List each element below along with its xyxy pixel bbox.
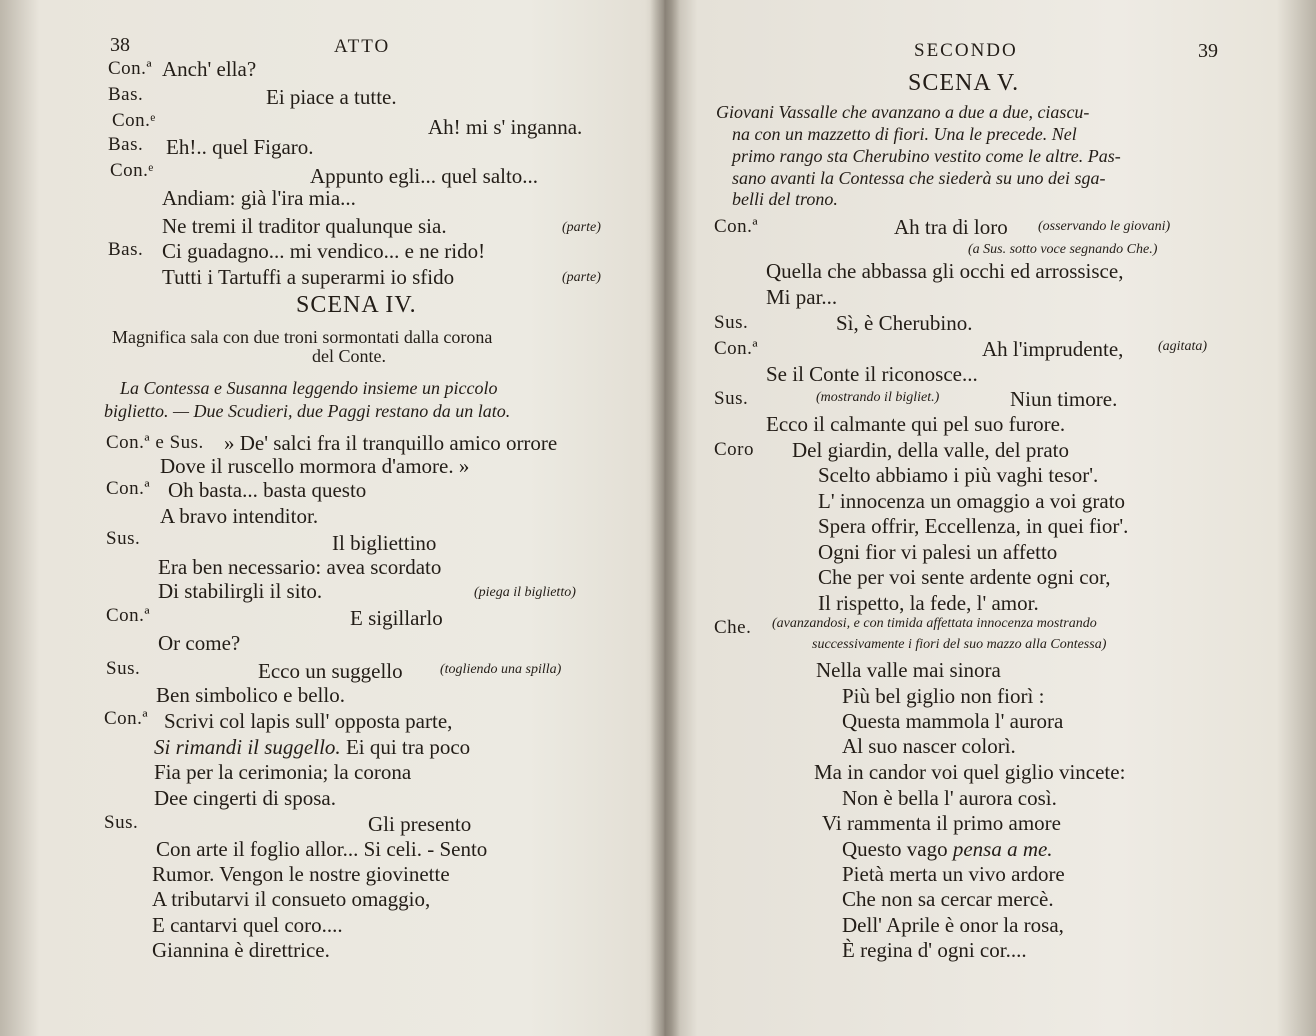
speaker: Sus. [106,528,141,549]
verse-line: Più bel giglio non fiorì : [842,684,1045,708]
verse-line: Or come? [158,631,241,655]
verse-text: Questo vago [842,837,953,861]
italic-phrase: pensa a me. [952,837,1053,861]
verse-line: Anch' ella? [162,57,257,81]
setting-line: Magnifica sala con due troni sormontati dalla corona [112,327,493,347]
verse-line: Che per voi sente ardente ogni cor, [818,565,1111,589]
verse-line: Ah l'imprudente, [982,337,1124,361]
page-number: 39 [1198,40,1218,62]
verse-line: Appunto egli... quel salto... [310,164,539,188]
verse-line: Era ben necessario: avea scordato [158,555,442,579]
verse-line [842,836,1053,862]
speaker: Coro [714,439,754,460]
stage-direction: Giovani Vassalle che avanzano a due a due, ciascu- [716,102,1090,122]
stage-direction: biglietto. — Due Scudieri, due Paggi restano da un lato. [104,401,511,421]
stage-direction: (agitata) [1158,339,1207,354]
stage-direction: (avanzandosi, e con timida affettata innocenza mostrando [772,616,1097,631]
verse-line: Pietà merta un vivo ardore [842,862,1065,886]
stage-direction: (mostrando il bigliet.) [816,390,940,405]
verse-line: L' innocenza un omaggio a voi grato [818,489,1126,513]
verse-line: Di stabilirgli il sito. [158,579,323,603]
verse-line: Se il Conte il riconosce... [766,362,978,386]
verse-line: Tutti i Tartuffi a superarmi io sfido [162,265,455,289]
verse-line: Dee cingerti di sposa. [154,786,336,810]
speaker: Con.ª [106,605,151,626]
speaker: Bas. [108,239,144,260]
stage-direction: La Contessa e Susanna leggendo insieme un piccolo [120,378,498,398]
verse-line: Oh basta... basta questo [168,478,367,502]
verse-line: Il rispetto, la fede, l' amor. [818,591,1039,615]
stage-direction: primo rango sta Cherubino vestito come le altre. Pas- [732,146,1121,166]
right-page [664,0,1316,1036]
verse-line: Al suo nascer colorì. [842,734,1016,758]
verse-line: Con arte il foglio allor... Si celi. - Sento [156,837,488,861]
setting-line: del Conte. [312,346,386,366]
verse-line: Ah! mi s' inganna. [428,115,583,139]
verse-line: A bravo intenditor. [160,504,319,528]
speaker: Che. [714,617,752,638]
speaker: Con.ª [104,708,149,729]
scene-title: SCENA V. [908,70,1020,96]
verse-line [154,734,470,760]
speaker: Con.ᵉ [112,110,156,131]
speaker: Con.ª [108,58,153,79]
verse-line: Ei piace a tutte. [266,85,397,109]
verse-line: Gli presento [368,812,472,836]
stage-direction: (parte) [562,220,601,235]
verse-line: Quella che abbassa gli occhi ed arrossisce, [766,259,1124,283]
verse-line: Ne tremi il traditor qualunque sia. [162,214,447,238]
stage-direction: belli del trono. [732,189,838,209]
speaker: Bas. [108,134,144,155]
verse-line: Scrivi col lapis sull' opposta parte, [164,709,453,733]
verse-line: Nella valle mai sinora [816,658,1001,682]
speaker: Con.ª [714,216,759,237]
verse-line: Ecco il calmante qui pel suo furore. [766,412,1066,436]
speaker: Con.ᵉ [110,160,154,181]
verse-line: Ah tra di loro [894,215,1008,239]
stage-direction: (parte) [562,270,601,285]
page-number: 38 [110,34,130,56]
italic-phrase: Si rimandi il suggello. [154,735,341,759]
speaker: Sus. [106,658,141,679]
verse-line: E cantarvi quel coro.... [152,913,343,937]
verse-line: Fia per la cerimonia; la corona [154,760,412,784]
verse-line: Spera offrir, Eccellenza, in quei fior'. [818,514,1129,538]
verse-line: A tributarvi il consueto omaggio, [152,887,431,911]
verse-line: Giannina è direttrice. [152,938,330,962]
stage-direction: (osservando le giovani) [1038,219,1171,234]
verse-line: Dell' Aprile è onor la rosa, [842,913,1064,937]
speaker: Sus. [714,312,749,333]
verse-line: Ecco un suggello [258,659,403,683]
verse-line: È regina d' ogni cor.... [842,938,1027,962]
verse-line: Del giardin, della valle, del prato [792,438,1069,462]
stage-direction: (a Sus. sotto voce segnando Che.) [968,242,1158,257]
verse-text: Ei qui tra poco [340,735,471,759]
verse-line: Niun timore. [1010,387,1118,411]
verse-line: Non è bella l' aurora così. [842,786,1057,810]
running-head: SECONDO [914,40,1018,61]
stage-direction: sano avanti la Contessa che siederà su uno dei sga- [732,168,1106,188]
stage-direction: (togliendo una spilla) [440,662,562,677]
speaker: Con.ª [106,478,151,499]
verse-line: Ci guadagno... mi vendico... e ne rido! [162,239,486,263]
stage-direction: successivamente i fiori del suo mazzo alla Contessa) [812,637,1107,652]
verse-line: Andiam: già l'ira mia... [162,186,356,210]
scene-title: SCENA IV. [296,292,417,318]
verse-line: Dove il ruscello mormora d'amore. » [160,454,470,478]
verse-line: Questa mammola l' aurora [842,709,1064,733]
running-head: ATTO [334,36,391,57]
speaker: Sus. [104,812,139,833]
stage-direction: na con un mazzetto di fiori. Una le precede. Nel [732,124,1077,144]
speaker: Con.ª e Sus. [106,432,204,453]
verse-line: Scelto abbiamo i più vaghi tesor'. [818,463,1099,487]
speaker: Bas. [108,84,144,105]
verse-line: Rumor. Vengon le nostre giovinette [152,862,450,886]
verse-line: Mi par... [766,285,838,309]
speaker: Sus. [714,388,749,409]
verse-line: Sì, è Cherubino. [836,311,973,335]
verse-line: Ogni fior vi palesi un affetto [818,540,1058,564]
verse-line: Ben simbolico e bello. [156,683,345,707]
verse-line: Il bigliettino [332,531,437,555]
stage-direction: (piega il biglietto) [474,585,576,600]
speaker: Con.ª [714,338,759,359]
verse-line: Che non sa cercar mercè. [842,887,1054,911]
verse-line: Vi rammenta il primo amore [822,811,1061,835]
verse-line: Ma in candor voi quel giglio vincete: [814,760,1126,784]
verse-line: E sigillarlo [350,606,443,630]
verse-line: Eh!.. quel Figaro. [166,135,314,159]
verse-line: » De' salci fra il tranquillo amico orrore [224,431,558,455]
